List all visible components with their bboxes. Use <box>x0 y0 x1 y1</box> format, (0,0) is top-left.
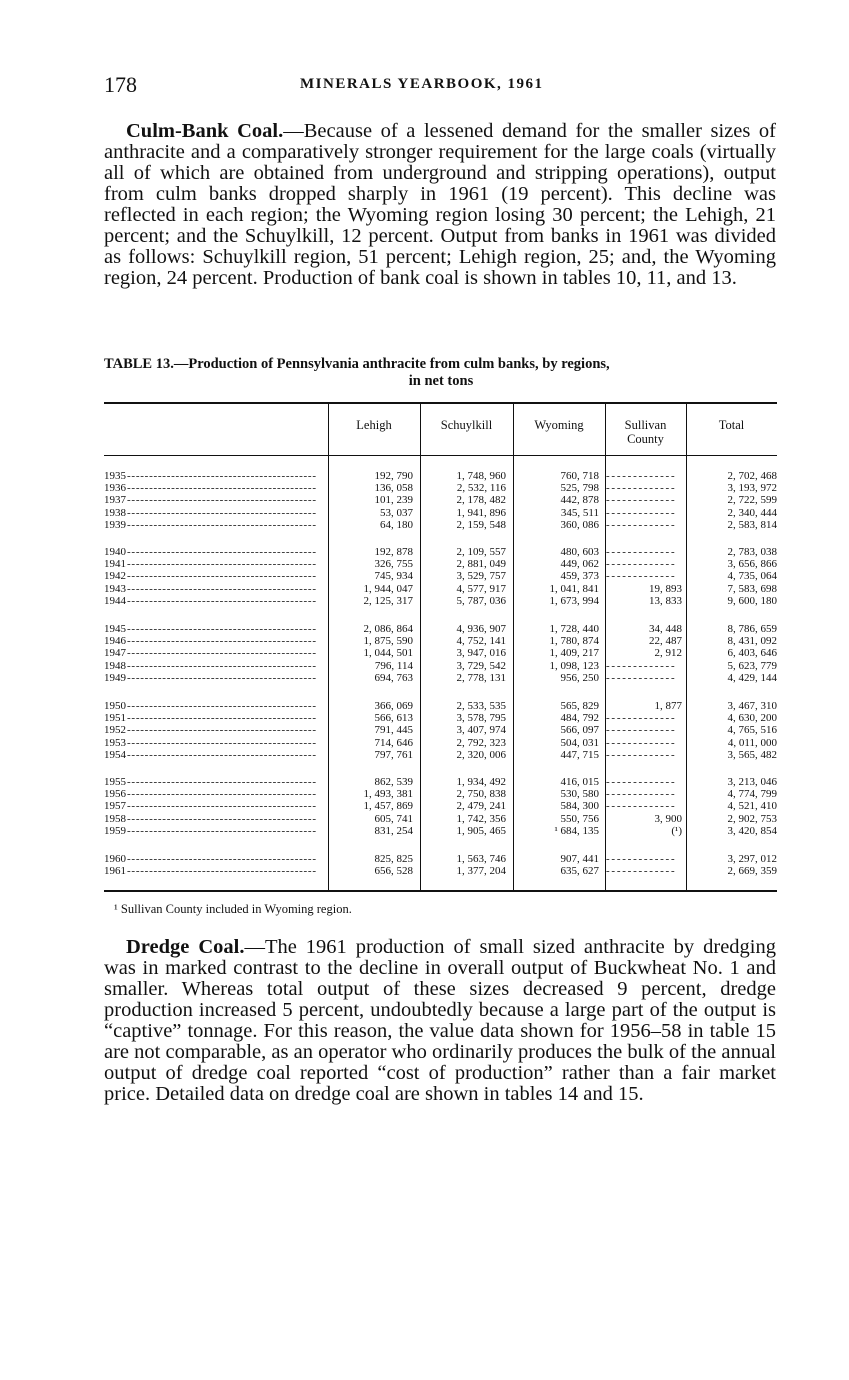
cell-lehigh: 745, 934 <box>374 570 413 583</box>
cell-wyoming: 1, 673, 994 <box>549 594 599 607</box>
row-year: 1956 - - - <box>104 788 326 800</box>
cell-lehigh: 192, 790 <box>374 470 413 482</box>
table-row <box>104 737 777 749</box>
row-year: 1960 - - - <box>104 853 326 865</box>
cell-sullivan-county-empty: - - - - - - - - - - - - - <box>606 506 675 519</box>
cell-lehigh: 1, 457, 869 <box>363 800 413 813</box>
cell-sullivan-county: 22, 487 <box>649 635 682 648</box>
cell-schuylkill: 2, 479, 241 <box>456 800 506 813</box>
cell-lehigh: 796, 114 <box>374 659 413 672</box>
cell-lehigh: 791, 445 <box>374 724 413 737</box>
cell-total: 2, 583, 814 <box>727 518 777 531</box>
cell-lehigh: 1, 944, 047 <box>363 582 413 595</box>
cell-schuylkill: 1, 934, 492 <box>456 776 506 788</box>
cell-lehigh: 53, 037 <box>380 506 413 519</box>
cell-schuylkill: 4, 936, 907 <box>456 623 506 635</box>
row-year: 1953 - - - <box>104 737 326 749</box>
row-year: 1944 - - - <box>104 595 326 607</box>
cell-wyoming: 584, 300 <box>560 800 599 813</box>
cell-wyoming: 635, 627 <box>560 865 599 878</box>
cell-lehigh: 825, 825 <box>374 853 413 865</box>
cell-wyoming: 442, 878 <box>560 494 599 507</box>
cell-sullivan-county-empty: - - - - - - - - - - - - - <box>606 712 675 725</box>
cell-wyoming: 565, 829 <box>560 700 599 712</box>
cell-lehigh: 656, 528 <box>374 865 413 878</box>
cell-schuylkill: 5, 787, 036 <box>456 594 506 607</box>
table-row <box>104 519 777 531</box>
cell-total: 2, 722, 599 <box>727 494 777 507</box>
cell-total: 9, 600, 180 <box>727 594 777 607</box>
cell-schuylkill: 3, 407, 974 <box>456 724 506 737</box>
row-year: 1938 - - - <box>104 507 326 519</box>
column-header-wyoming: Wyoming <box>534 418 584 432</box>
cell-sullivan-county-empty: - - - - - - - - - - - - - <box>606 659 675 672</box>
cell-sullivan-county: 13, 833 <box>649 594 682 607</box>
cell-schuylkill: 2, 109, 557 <box>456 546 506 558</box>
cell-total: 4, 630, 200 <box>727 712 777 725</box>
cell-schuylkill: 1, 748, 960 <box>456 470 506 482</box>
cell-wyoming: 1, 780, 874 <box>549 635 599 648</box>
cell-sullivan-county: 2, 912 <box>654 647 682 660</box>
table-row <box>104 635 777 647</box>
cell-total: 2, 669, 359 <box>727 865 777 878</box>
row-year: 1959 - - - <box>104 825 326 837</box>
cell-wyoming: 480, 603 <box>560 546 599 558</box>
table-row <box>104 788 777 800</box>
cell-sullivan-county-empty: - - - - - - - - - - - - - <box>606 494 675 507</box>
table-title-line2: in net tons <box>408 373 474 389</box>
cell-schuylkill: 3, 729, 542 <box>456 659 506 672</box>
cell-schuylkill: 4, 752, 141 <box>456 635 506 648</box>
cell-sullivan-county-empty: - - - - - - - - - - - - - <box>606 776 675 788</box>
cell-schuylkill: 3, 529, 757 <box>456 570 506 583</box>
cell-schuylkill: 2, 320, 006 <box>456 748 506 761</box>
row-year: 1940 - - - <box>104 546 326 558</box>
cell-lehigh: 192, 878 <box>374 546 413 558</box>
cell-sullivan-county-empty: - - - - - - - - - - - - - <box>606 800 675 813</box>
cell-wyoming: 530, 580 <box>560 788 599 801</box>
table-row <box>104 724 777 736</box>
cell-total: 3, 297, 012 <box>727 853 777 865</box>
table-row <box>104 825 777 837</box>
row-year: 1955 - - - <box>104 776 326 788</box>
table-row <box>104 660 777 672</box>
row-year: 1936 - - - <box>104 482 326 494</box>
cell-sullivan-county-empty: - - - - - - - - - - - - - <box>606 736 675 749</box>
row-year: 1939 - - - <box>104 519 326 531</box>
cell-total: 2, 702, 468 <box>727 470 777 482</box>
cell-sullivan-county-empty: - - - - - - - - - - - - - <box>606 570 675 583</box>
cell-schuylkill: 1, 563, 746 <box>456 853 506 865</box>
cell-wyoming: 1, 041, 841 <box>549 582 599 595</box>
cell-total: 2, 902, 753 <box>727 812 777 825</box>
cell-sullivan-county-empty: - - - - - - - - - - - - - <box>606 482 675 495</box>
cell-wyoming: 1, 409, 217 <box>549 647 599 660</box>
cell-sullivan-county-empty: - - - - - - - - - - - - - <box>606 470 675 482</box>
column-header-lehigh: Lehigh <box>356 418 392 432</box>
table-row <box>104 546 777 558</box>
column-header-schuylkill: Schuylkill <box>440 418 493 432</box>
cell-lehigh: 797, 761 <box>374 748 413 761</box>
column-header-sullivan-county <box>605 418 686 446</box>
cell-lehigh: 1, 875, 590 <box>363 635 413 648</box>
cell-sullivan-county-empty: - - - - - - - - - - - - - <box>606 518 675 531</box>
table-row <box>104 712 777 724</box>
column-header-total: Total <box>718 418 745 432</box>
cell-total: 8, 431, 092 <box>727 635 777 648</box>
cell-lehigh: 366, 069 <box>374 700 413 712</box>
row-year: 1947 - - - <box>104 647 326 659</box>
cell-sullivan-county-empty: - - - - - - - - - - - - - <box>606 748 675 761</box>
cell-wyoming: 360, 086 <box>560 518 599 531</box>
row-year: 1941 - - - <box>104 558 326 570</box>
row-year: 1937 - - - <box>104 494 326 506</box>
running-head: MINERALS YEARBOOK, 1961 <box>300 76 544 92</box>
cell-total: 4, 735, 064 <box>727 570 777 583</box>
cell-sullivan-county-empty: - - - - - - - - - - - - - <box>606 558 675 571</box>
cell-wyoming: 525, 798 <box>560 482 599 495</box>
row-year: 1950 - - - <box>104 700 326 712</box>
row-year: 1946 - - - <box>104 635 326 647</box>
cell-schuylkill: 4, 577, 917 <box>456 582 506 595</box>
cell-total: 3, 656, 866 <box>727 558 777 571</box>
cell-lehigh: 831, 254 <box>374 824 413 837</box>
cell-schuylkill: 2, 792, 323 <box>456 736 506 749</box>
row-year: 1961 - - - <box>104 865 326 877</box>
row-year: 1951 - - - <box>104 712 326 724</box>
cell-lehigh: 2, 086, 864 <box>363 623 413 635</box>
cell-total: 2, 340, 444 <box>727 506 777 519</box>
table-row <box>104 853 777 865</box>
cell-lehigh: 136, 058 <box>374 482 413 495</box>
table-row <box>104 583 777 595</box>
table-row <box>104 800 777 812</box>
cell-total: 4, 765, 516 <box>727 724 777 737</box>
cell-lehigh: 2, 125, 317 <box>363 594 413 607</box>
cell-schuylkill: 3, 947, 016 <box>456 647 506 660</box>
cell-sullivan-county: 1, 877 <box>654 700 682 712</box>
cell-lehigh: 862, 539 <box>374 776 413 788</box>
paragraph-body: —Because of a lessened demand for the smaller sizes of anthracite and a comparatively stronger requirement for the large coals (virtually all of which are obtained from underground and stripping operations), output from culm banks dropped sharply in 1961 (19 percent). This decline was reflected in each region; the Wyoming region losing 30 percent; the Lehigh, 21 percent; and the Schuylkill, 12 percent. Output from banks in 1961 was divided as follows: Schuylkill region, 51 percent; Lehigh region, 25; and, the Wyoming region, 24 percent. Production of bank coal is shown in tables 10, 11, and 13. <box>104 120 777 289</box>
cell-wyoming: 416, 015 <box>560 776 599 788</box>
paragraph-body: —The 1961 production of small sized anthracite by dredging was in marked contrast to the decline in overall output of Buckwheat No. 1 and smaller. Whereas total output of these sizes decreased 9 percent, dredge production increased 5 percent, undoubtedly because a large part of the output is “captive” tonnage. For this reason, the value data shown for 1956–58 in table 15 are not comparable, as an operator who ordinarily produces the bulk of the annual output of dredge coal reported “cost of production” rather than a fair market price. Detailed data on dredge coal are shown in tables 14 and 15. <box>104 936 776 1105</box>
paragraph-lead: Dredge Coal. <box>126 936 245 958</box>
cell-schuylkill: 1, 905, 465 <box>456 824 506 837</box>
cell-schuylkill: 2, 750, 838 <box>456 788 506 801</box>
cell-total: 3, 193, 972 <box>727 482 777 495</box>
cell-schuylkill: 2, 532, 116 <box>456 482 506 495</box>
cell-lehigh: 694, 763 <box>374 671 413 684</box>
cell-total: 2, 783, 038 <box>727 546 777 558</box>
cell-wyoming: 345, 511 <box>560 506 599 519</box>
table-row <box>104 470 777 482</box>
cell-sullivan-county-empty: - - - - - - - - - - - - - <box>606 865 675 878</box>
cell-total: 6, 403, 646 <box>727 647 777 660</box>
cell-wyoming: 484, 792 <box>560 712 599 725</box>
cell-schuylkill: 1, 742, 356 <box>456 812 506 825</box>
table-title-line1: TABLE 13.—Production of Pennsylvania anthracite from culm banks, by regions, <box>104 356 610 372</box>
table-row <box>104 865 777 877</box>
cell-sullivan-county-empty: - - - - - - - - - - - - - <box>606 546 675 558</box>
cell-sullivan-county: 19, 893 <box>649 582 682 595</box>
cell-total: 4, 774, 799 <box>727 788 777 801</box>
cell-sullivan-county: 3, 900 <box>654 812 682 825</box>
cell-sullivan-county: (¹) <box>671 824 682 837</box>
paragraph-lead: Culm-Bank Coal. <box>126 120 284 142</box>
cell-total: 3, 213, 046 <box>727 776 777 788</box>
paragraph-dredge-coal <box>104 937 776 1105</box>
row-year: 1957 - - - <box>104 800 326 812</box>
cell-wyoming: 504, 031 <box>560 736 599 749</box>
table-bottom-rule <box>104 890 777 892</box>
cell-total: 7, 583, 698 <box>727 582 777 595</box>
cell-schuylkill: 2, 178, 482 <box>456 494 506 507</box>
cell-sullivan-county-empty: - - - - - - - - - - - - - <box>606 724 675 737</box>
table-row <box>104 623 777 635</box>
cell-total: 5, 623, 779 <box>727 659 777 672</box>
row-year: 1958 - - - <box>104 813 326 825</box>
row-year: 1954 - - - <box>104 749 326 761</box>
cell-sullivan-county-empty: - - - - - - - - - - - - - <box>606 788 675 801</box>
cell-wyoming: 459, 373 <box>560 570 599 583</box>
row-year: 1943 - - - <box>104 583 326 595</box>
row-year: 1935 - - - <box>104 470 326 482</box>
cell-schuylkill: 3, 578, 795 <box>456 712 506 725</box>
page-number: 178 <box>104 72 137 97</box>
table-row <box>104 813 777 825</box>
table-row <box>104 647 777 659</box>
cell-lehigh: 605, 741 <box>374 812 413 825</box>
cell-lehigh: 1, 493, 381 <box>363 788 413 801</box>
table-row <box>104 494 777 506</box>
table-footnote: ¹ Sullivan County included in Wyoming region. <box>114 902 352 916</box>
cell-sullivan-county: 34, 448 <box>649 623 682 635</box>
cell-sullivan-county-empty: - - - - - - - - - - - - - <box>606 671 675 684</box>
table-row <box>104 672 777 684</box>
table-top-rule <box>104 402 777 404</box>
cell-wyoming: 447, 715 <box>560 748 599 761</box>
cell-total: 4, 011, 000 <box>727 736 777 749</box>
table-row <box>104 507 777 519</box>
cell-schuylkill: 2, 533, 535 <box>456 700 506 712</box>
cell-wyoming: 1, 098, 123 <box>549 659 599 672</box>
row-year: 1952 - - - <box>104 724 326 736</box>
cell-total: 8, 786, 659 <box>727 623 777 635</box>
cell-total: 3, 565, 482 <box>727 748 777 761</box>
column-header-sullivan-line2: County <box>627 432 664 446</box>
table-row <box>104 482 777 494</box>
column-header-sullivan-line1: Sullivan <box>624 418 667 432</box>
cell-wyoming: 760, 718 <box>560 470 599 482</box>
cell-wyoming: 449, 062 <box>560 558 599 571</box>
cell-wyoming: ¹ 684, 135 <box>554 824 599 837</box>
paragraph-culm-bank-coal <box>104 121 776 289</box>
table-title <box>104 356 778 390</box>
cell-wyoming: 566, 097 <box>560 724 599 737</box>
cell-total: 3, 420, 854 <box>727 824 777 837</box>
table-row <box>104 749 777 761</box>
cell-lehigh: 326, 755 <box>374 558 413 571</box>
cell-schuylkill: 1, 377, 204 <box>456 865 506 878</box>
cell-total: 3, 467, 310 <box>727 700 777 712</box>
cell-schuylkill: 2, 881, 049 <box>456 558 506 571</box>
cell-total: 4, 521, 410 <box>727 800 777 813</box>
cell-schuylkill: 2, 159, 548 <box>456 518 506 531</box>
row-year: 1949 - - - <box>104 672 326 684</box>
table-row <box>104 570 777 582</box>
row-year: 1942 - - - <box>104 570 326 582</box>
cell-lehigh: 566, 613 <box>374 712 413 725</box>
table-header-rule <box>104 455 777 456</box>
cell-lehigh: 714, 646 <box>374 736 413 749</box>
table-row <box>104 558 777 570</box>
cell-lehigh: 101, 239 <box>374 494 413 507</box>
table-row <box>104 595 777 607</box>
cell-wyoming: 550, 756 <box>560 812 599 825</box>
cell-wyoming: 956, 250 <box>560 671 599 684</box>
table-row <box>104 700 777 712</box>
row-year: 1948 - - - <box>104 660 326 672</box>
cell-schuylkill: 1, 941, 896 <box>456 506 506 519</box>
cell-wyoming: 1, 728, 440 <box>549 623 599 635</box>
row-year: 1945 - - - <box>104 623 326 635</box>
cell-wyoming: 907, 441 <box>560 853 599 865</box>
cell-sullivan-county-empty: - - - - - - - - - - - - - <box>606 853 675 865</box>
cell-total: 4, 429, 144 <box>727 671 777 684</box>
cell-schuylkill: 2, 778, 131 <box>456 671 506 684</box>
cell-lehigh: 1, 044, 501 <box>363 647 413 660</box>
table-row <box>104 776 777 788</box>
cell-lehigh: 64, 180 <box>380 518 413 531</box>
